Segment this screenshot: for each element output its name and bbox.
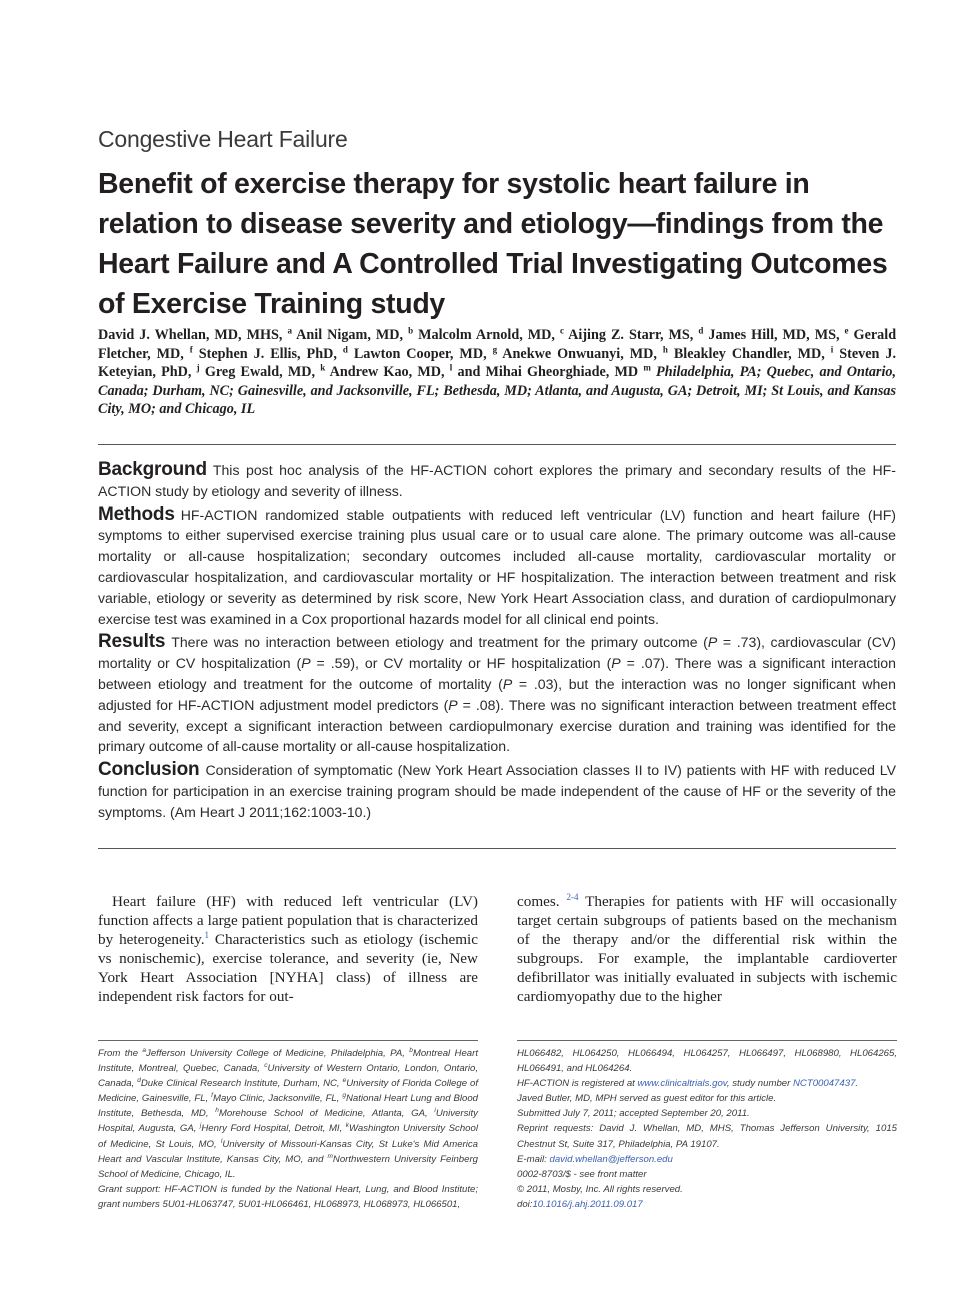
reference-link[interactable]: 2-4: [566, 891, 579, 902]
registration-text: HF-ACTION is registered at: [517, 1078, 638, 1090]
reprint-requests: Reprint requests: David J. Whellan, MD, MHS, Thomas Jefferson University, 1015 Chestnut St, Suite 317, Philadelphia, PA 19107.: [517, 1123, 897, 1150]
email-label: E-mail:: [517, 1153, 550, 1165]
affiliation-marker: c: [559, 325, 564, 336]
body-column-right: [517, 892, 897, 1006]
email-link[interactable]: david.whellan@jefferson.edu: [549, 1153, 673, 1165]
registration-text: .: [855, 1078, 859, 1090]
background-heading: Background: [98, 459, 207, 480]
affiliation-marker: f: [189, 343, 193, 354]
affiliation-text: Montreal Heart Institute, Montreal, Quebec, Canada,: [98, 1048, 478, 1075]
grant-numbers: HL066482, HL064250, HL066494, HL064257, HL066497, HL068980, HL064265, HL066491, and HL064264.: [517, 1048, 897, 1075]
affiliation-marker: e: [342, 1077, 347, 1084]
abstract-conclusion: [98, 760, 896, 822]
author-name: Mihai Gheorghiade, MD: [485, 364, 639, 380]
affiliation-text: From the: [98, 1048, 143, 1059]
author-name: Steven J. Keteyian, PhD,: [98, 345, 897, 380]
doi-label: doi:: [517, 1198, 533, 1210]
body-text: Characteristics such as etiology (ischemic vs nonischemic), exercise tolerance, and severity (ie, New York Heart Association [NYHA] class) of illness are independent risk factors for out-: [98, 931, 478, 1005]
affiliation-text: University of Florida College of Medicine, Gainesville, FL,: [98, 1078, 478, 1105]
author-name: Anil Nigam, MD,: [296, 327, 404, 343]
body-text: comes.: [517, 893, 560, 910]
methods-text: HF-ACTION randomized stable outpatients with reduced left ventricular (LV) function and heart failure (HF) symptoms to either supervised exercise training plus usual care or to usual care alone. The primary outcome was all-cause mortality or all-cause hospitalization; secondary outcomes included all-cause mortality, cardiovascular mortality or cardiovascular hospitalization, and cardiovascular mortality or HF hospitalization. The interaction between treatment and risk variable, etiology or severity as determined by risk score, New York Heart Association class, and duration of cardiopulmonary exercise test was examined in a Cox proportional hazards model for all clinical end points.: [98, 506, 896, 627]
affiliation-text: Jefferson University College of Medicine, Philadelphia, PA,: [146, 1048, 410, 1059]
author-name: Greg Ewald, MD,: [204, 364, 316, 380]
author-name: James Hill, MD, MS,: [708, 327, 840, 343]
results-heading: Results: [98, 631, 166, 653]
p-value-symbol: P: [448, 696, 458, 713]
affiliation-marker: g: [492, 343, 498, 354]
affiliation-text: University of Missouri-Kansas City, St Luke's Mid America Heart and Vascular Institute, Kansas City, MO, and: [98, 1138, 478, 1165]
affiliation-text: National Heart Lung and Blood Institute, Bethesda, MD,: [98, 1093, 478, 1120]
affiliation-marker: d: [342, 343, 348, 354]
affiliation-marker: g: [342, 1092, 346, 1100]
affiliation-marker: e: [844, 325, 849, 336]
abstract: [98, 460, 896, 826]
doi-line: [517, 1197, 897, 1212]
footnote-divider-right: [517, 1040, 897, 1041]
conclusion-text: Consideration of symptomatic (New York Heart Association classes II to IV) patients with HF with reduced LV function for participation in an exercise training program should be made independent of the cause of HF or the severity of the symptoms. (Am Heart J 2011;162:1003-10.): [98, 762, 896, 820]
p-value-symbol: P: [502, 675, 513, 692]
doi-link[interactable]: 10.1016/j.ahj.2011.09.017: [532, 1198, 643, 1210]
p-value-symbol: P: [301, 655, 311, 672]
abstract-results: [98, 632, 896, 757]
background-text: This post hoc analysis of the HF-ACTION cohort explores the primary and secondary results of the HF-ACTION study by etiology and severity of illness.: [98, 462, 896, 499]
affiliation-marker: i: [830, 343, 834, 354]
affiliation-marker: a: [287, 325, 292, 336]
affiliation-marker: j: [196, 362, 200, 373]
conclusion-heading: Conclusion: [98, 759, 200, 781]
author-name: Anekwe Onwuanyi, MD,: [502, 345, 657, 362]
author-name: Lawton Cooper, MD,: [353, 345, 487, 362]
p-value-symbol: P: [611, 655, 621, 672]
affiliation-text: Mayo Clinic, Jacksonville, FL,: [212, 1093, 343, 1105]
affiliation-marker: c: [264, 1061, 268, 1069]
affiliation-marker: d: [137, 1077, 141, 1084]
author-locations: Philadelphia, PA; Quebec, and Ontario, Canada; Durham, NC; Gainesville, and Jacksonville, FL; Bethesda, MD; Atlanta, and Augusta, GA; Detroit, MI; St Louis, and Kansas City, MO; and Chicago, IL: [98, 364, 897, 417]
methods-heading: Methods: [98, 503, 175, 525]
results-fragment: = .59), or CV mortality or HF hospitalization (: [310, 655, 612, 672]
affiliation-marker: h: [215, 1107, 219, 1115]
results-text: [98, 634, 896, 754]
author-list: [98, 326, 896, 419]
footnote-article-info: [517, 1046, 897, 1212]
affiliation-text: University Hospital, Augusta, GA,: [98, 1108, 478, 1135]
p-value-symbol: P: [707, 634, 718, 651]
affiliation-text: Northwestern University Feinberg School of Medicine, Chicago, IL.: [98, 1153, 478, 1180]
affiliation-text: Morehouse School of Medicine, Atlanta, GA,: [218, 1108, 435, 1120]
affiliation-marker: a: [142, 1046, 147, 1054]
email-line: [517, 1152, 897, 1167]
affiliation-marker: m: [327, 1152, 333, 1160]
footnote-affiliations: [98, 1046, 478, 1212]
article-title: Benefit of exercise therapy for systolic heart failure in relation to disease severity and etiology—findings from the Heart Failure and A Controlled Trial Investigating Outcomes of Exercise Training study: [98, 168, 888, 320]
body-paragraph: [517, 892, 897, 1006]
affiliation-marker: l: [220, 1137, 223, 1145]
author-name: Stephen J. Ellis, PhD,: [198, 345, 337, 362]
registration: [517, 1076, 897, 1091]
affiliation-text: Duke Clinical Research Institute, Durham, NC,: [140, 1078, 343, 1090]
affiliation-marker: m: [643, 362, 651, 373]
author-name: and: [457, 364, 481, 380]
author-name: Andrew Kao, MD,: [329, 364, 445, 380]
submission-dates: Submitted July 7, 2011; accepted September 20, 2011.: [517, 1108, 750, 1120]
affiliation-marker: h: [662, 343, 668, 354]
results-fragment: = .08). There was no significant interaction between treatment effect and severity, except a significant interaction between cardiopulmonary exercise duration and training was identified for the primary outcome of all-cause mortality or all-cause hospitalization.: [98, 696, 897, 755]
section-label: Congestive Heart Failure: [98, 126, 348, 152]
affiliation-text: University of Western Ontario, London, Ontario, Canada,: [98, 1063, 478, 1090]
results-fragment: = .07). There was a significant interaction between etiology and treatment for the outcome of mortality (: [98, 655, 896, 692]
footnote-divider-left: [98, 1040, 478, 1041]
affiliation-marker: d: [698, 325, 704, 336]
affiliation-marker: k: [320, 362, 326, 373]
affiliation-marker: b: [408, 325, 414, 336]
author-name: David J. Whellan, MD, MHS,: [98, 327, 283, 343]
study-number-link[interactable]: NCT00047437: [793, 1078, 856, 1090]
body-paragraph: [98, 892, 478, 1006]
results-fragment: There was no interaction between etiology and treatment for the primary outcome (: [171, 634, 708, 651]
author-name: Gerald Fletcher, MD,: [98, 327, 897, 362]
affiliation-text: Henry Ford Hospital, Detroit, MI,: [201, 1123, 346, 1135]
affiliation-marker: f: [211, 1092, 213, 1100]
divider-top: [98, 444, 896, 445]
affiliation-marker: j: [199, 1122, 202, 1130]
affiliation-marker: k: [345, 1122, 350, 1130]
issn: 0002-8703/$ - see front matter: [517, 1168, 647, 1180]
results-fragment: = .73), cardiovascular (CV) mortality or CV hospitalization (: [98, 634, 896, 672]
results-fragment: = .03), but the interaction was no longer significant when adjusted for HF-ACTION adjustment model predictors (: [98, 675, 896, 713]
grant-support: Grant support: HF-ACTION is funded by the National Heart, Lung, and Blood Institute; grant numbers 5U01-HL063747, 5U01-HL066461, HL068973, HL068973, HL066501,: [98, 1183, 478, 1210]
affiliation-marker: b: [409, 1046, 413, 1054]
divider-bottom: [98, 848, 896, 849]
abstract-background: [98, 460, 896, 502]
body-text: Therapies for patients with HF will occasionally target certain subgroups of patients based on the mechanism of the therapy and/or the differential risk within the subgroups. For example, the implantable cardioverter defibrillator was initially evaluated in subjects with ischemic cardiomyopathy due to the higher: [517, 893, 898, 1005]
body-text: Heart failure (HF) with reduced left ventricular (LV) function affects a large patient population that is characterized by heterogeneity.: [98, 893, 478, 948]
registration-text: , study number: [726, 1078, 793, 1090]
author-name: Bleakley Chandler, MD,: [673, 345, 825, 362]
guest-editor: Javed Butler, MD, MPH served as guest editor for this article.: [517, 1093, 777, 1105]
affiliation-marker: i: [434, 1107, 436, 1115]
clinicaltrials-link[interactable]: www.clinicaltrials.gov: [637, 1078, 727, 1090]
affiliation-text: Washington University School of Medicine, St Louis, MO,: [98, 1123, 478, 1150]
reference-link[interactable]: 1: [204, 929, 210, 940]
affiliation-marker: l: [449, 362, 453, 373]
author-name: Aijing Z. Starr, MS,: [568, 327, 694, 343]
copyright: © 2011, Mosby, Inc. All rights reserved.: [517, 1183, 683, 1195]
body-column-left: [98, 892, 478, 1006]
affiliations-text: [98, 1046, 478, 1182]
author-name: Malcolm Arnold, MD,: [418, 327, 555, 343]
abstract-methods: [98, 505, 896, 630]
